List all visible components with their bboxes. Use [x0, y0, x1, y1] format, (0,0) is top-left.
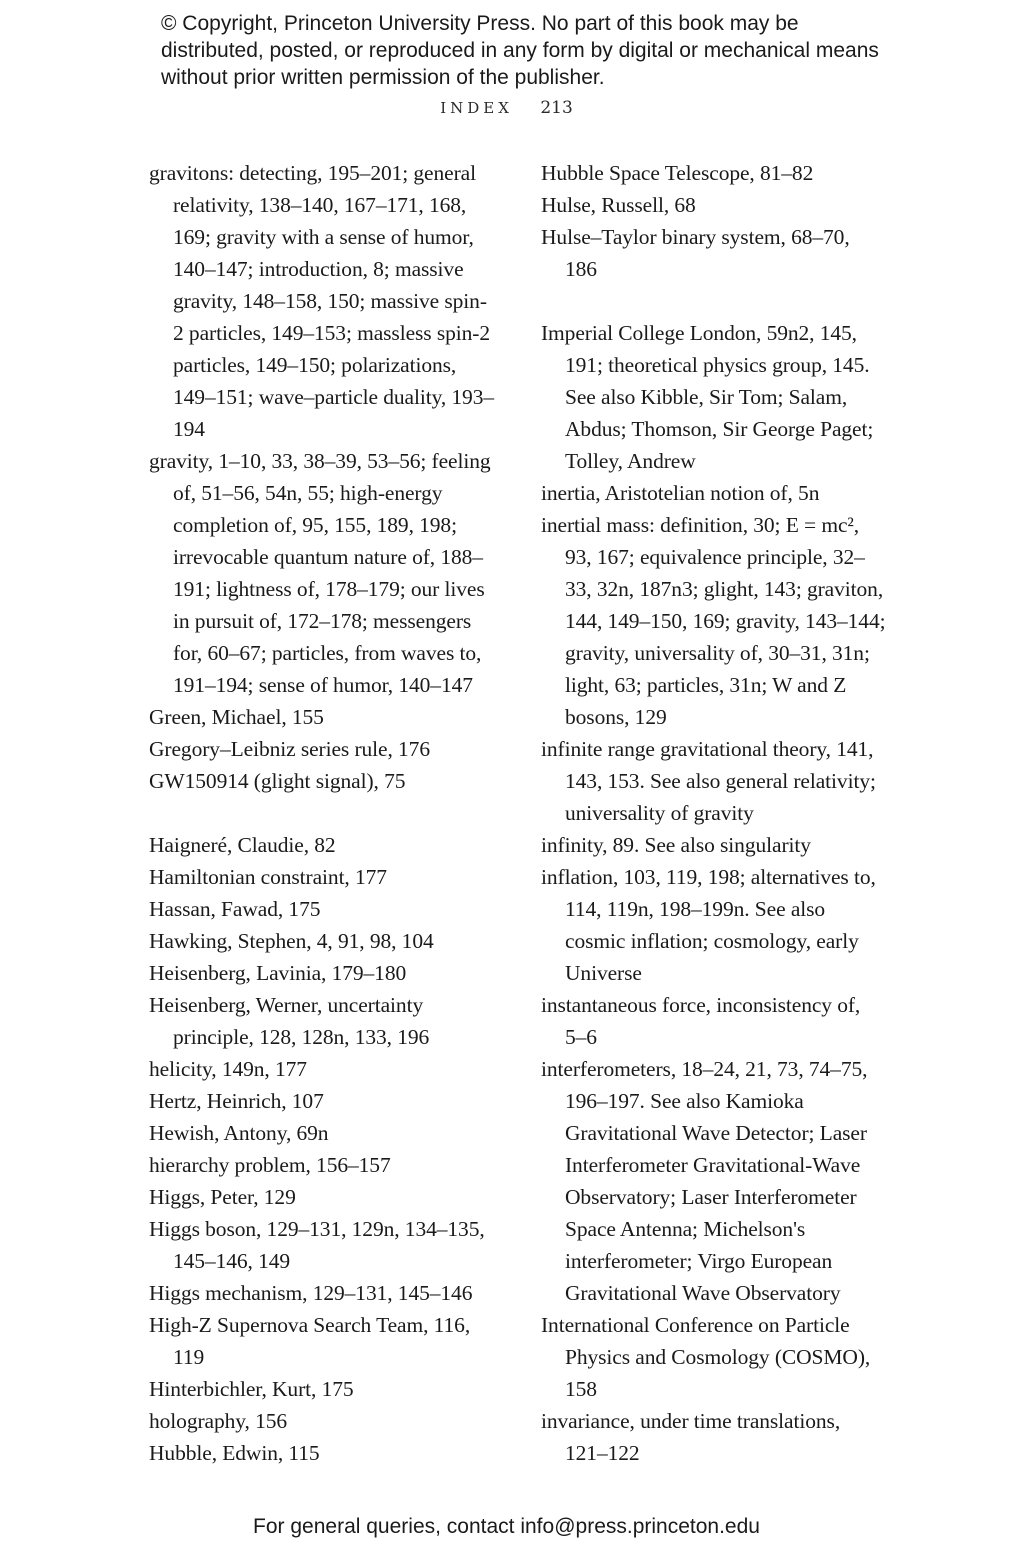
index-entry: Higgs boson, 129–131, 129n, 134–135, 145–146, 149	[149, 1217, 485, 1273]
index-entry: Hulse, Russell, 68	[541, 193, 696, 217]
index-left-column	[149, 157, 494, 1469]
index-entry: helicity, 149n, 177	[149, 1057, 307, 1081]
index-entry: Gregory–Leibniz series rule, 176	[149, 737, 430, 761]
index-entry: Hassan, Fawad, 175	[149, 897, 321, 921]
index-entry: Hertz, Heinrich, 107	[149, 1089, 324, 1113]
index-entry: Hinterbichler, Kurt, 175	[149, 1377, 354, 1401]
index-entry: infinity, 89. See also singularity	[541, 833, 811, 857]
copyright-notice: © Copyright, Princeton University Press. No part of this book may be distributed, posted, or reproduced in any form by digital or mechanical means without prior written permission of the publisher.	[161, 12, 879, 89]
index-entry: Hewish, Antony, 69n	[149, 1121, 329, 1145]
index-entry: instantaneous force, inconsistency of, 5–6	[541, 993, 861, 1049]
page-number: 213	[540, 98, 573, 118]
index-entry: Hubble, Edwin, 115	[149, 1441, 320, 1465]
letter-group-gap	[541, 285, 886, 317]
index-entry: Hamiltonian constraint, 177	[149, 865, 387, 889]
index-entry: Higgs mechanism, 129–131, 145–146	[149, 1281, 473, 1305]
index-entry: International Conference on Particle Physics and Cosmology (COSMO), 158	[541, 1313, 871, 1401]
index-entry: Hulse–Taylor binary system, 68–70, 186	[541, 225, 850, 281]
index-entry: inertia, Aristotelian notion of, 5n	[541, 481, 820, 505]
contact-footer: For general queries, contact info@press.princeton.edu	[253, 1515, 760, 1538]
index-entry: High-Z Supernova Search Team, 116, 119	[149, 1313, 471, 1369]
index-entry: Hawking, Stephen, 4, 91, 98, 104	[149, 929, 434, 953]
index-entry: inertial mass: definition, 30; E = mc², 93, 167; equivalence principle, 32–33, 32n, 187n3; glight, 143; graviton, 144, 149–150, 169; gravity, 143–144; gravity, universality of, 30–31, 31n; light, 63; particles, 31n; W and Z bosons, 129	[541, 513, 886, 729]
index-entry: Hubble Space Telescope, 81–82	[541, 161, 814, 185]
index-entry: invariance, under time translations, 121–122	[541, 1409, 841, 1465]
index-entry: Higgs, Peter, 129	[149, 1185, 296, 1209]
index-entry: inflation, 103, 119, 198; alternatives to, 114, 119n, 198–199n. See also cosmic inflation; cosmology, early Universe	[541, 865, 876, 985]
index-entry: Green, Michael, 155	[149, 705, 324, 729]
running-head-title: INDEX	[440, 99, 513, 117]
index-entry: gravity, 1–10, 33, 38–39, 53–56; feeling of, 51–56, 54n, 55; high-energy completion of, 95, 155, 189, 198; irrevocable quantum nature of, 188–191; lightness of, 178–179; our lives in pursuit of, 172–178; messengers for, 60–67; particles, from waves to, 191–194; sense of humor, 140–147	[149, 449, 491, 697]
index-entry: GW150914 (glight signal), 75	[149, 769, 406, 793]
index-entry: interferometers, 18–24, 21, 73, 74–75, 196–197. See also Kamioka Gravitational Wave Detector; Laser Interferometer Gravitational-Wave Observatory; Laser Interferometer Space Antenna; Michelson's interferometer; Virgo European Gravitational Wave Observatory	[541, 1057, 868, 1305]
index-entry: Imperial College London, 59n2, 145, 191; theoretical physics group, 145. See also Kibble, Sir Tom; Salam, Abdus; Thomson, Sir George Paget; Tolley, Andrew	[541, 321, 874, 473]
index-entry: holography, 156	[149, 1409, 288, 1433]
index-entry: infinite range gravitational theory, 141, 143, 153. See also general relativity; universality of gravity	[541, 737, 876, 825]
index-entry: gravitons: detecting, 195–201; general relativity, 138–140, 167–171, 168, 169; gravity with a sense of humor, 140–147; introduction, 8; massive gravity, 148–158, 150; massive spin-2 particles, 149–153; massless spin-2 particles, 149–150; polarizations, 149–151; wave–particle duality, 193–194	[149, 161, 495, 441]
running-head	[0, 98, 1013, 118]
letter-group-gap	[149, 797, 494, 829]
index-right-column	[541, 157, 886, 1469]
index-entry: Heisenberg, Lavinia, 179–180	[149, 961, 407, 985]
index-entry: Heisenberg, Werner, uncertainty principle, 128, 128n, 133, 196	[149, 993, 430, 1049]
index-entry: Haigneré, Claudie, 82	[149, 833, 336, 857]
index-entry: hierarchy problem, 156–157	[149, 1153, 391, 1177]
